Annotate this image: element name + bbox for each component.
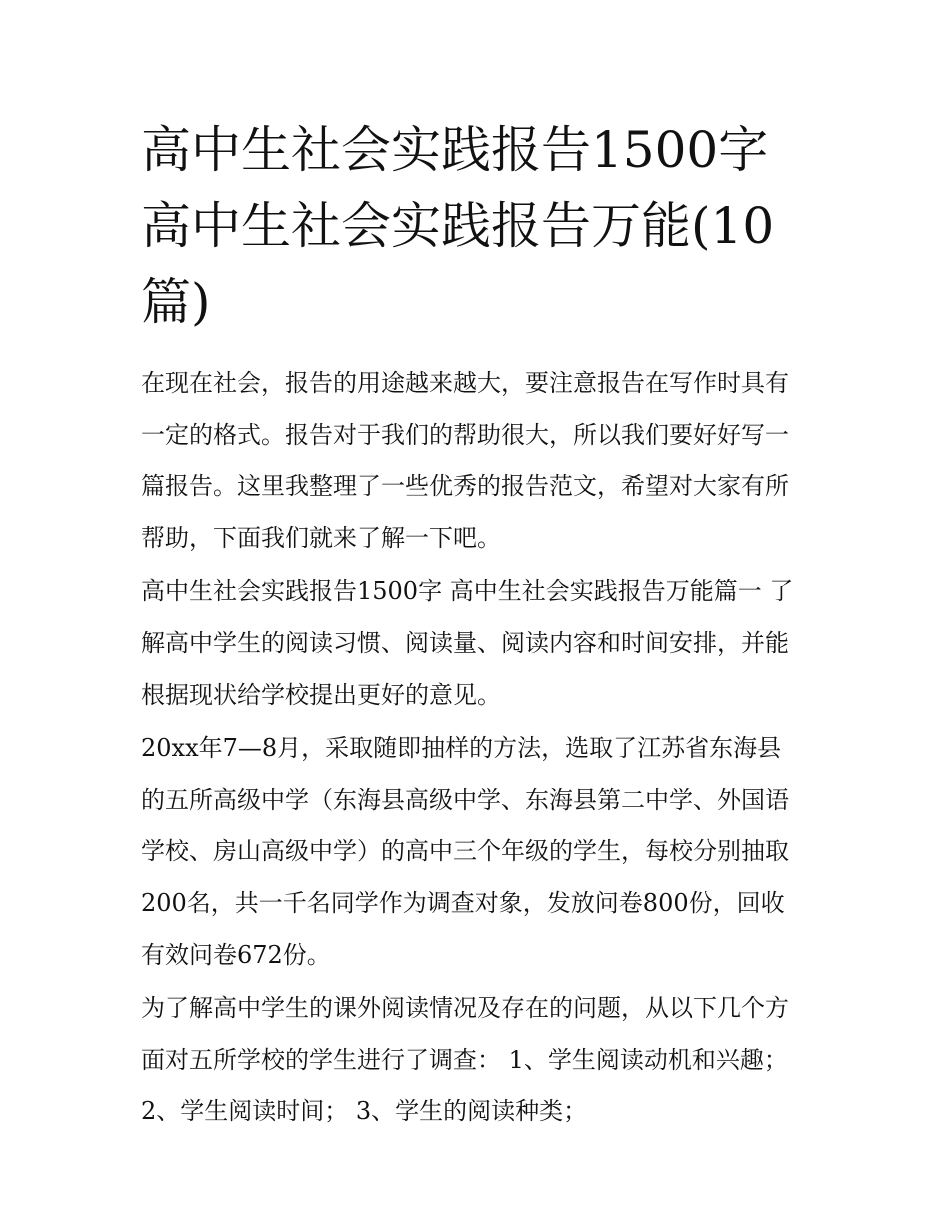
text-line: 解高中学生的阅读习惯、阅读量、阅读内容和时间安排，并能: [141, 628, 789, 657]
text-line: 20xx年7—8月，采取随即抽样的方法，选取了江苏省东海县: [141, 734, 782, 763]
text-line: 学校、房山高级中学）的高中三个年级的学生，每校分别抽取: [141, 837, 789, 866]
text-line: 面对五所学校的学生进行了调查： 1、学生阅读动机和兴趣；: [141, 1045, 788, 1074]
text-line: 的五所高级中学（东海县高级中学、东海县第二中学、外国语: [141, 785, 789, 814]
text-line: 在现在社会，报告的用途越来越大，要注意报告在写作时具有: [141, 369, 789, 397]
text-line: 高中生社会实践报告1500字 高中生社会实践报告万能篇一 了: [141, 577, 794, 606]
text-line: 2、学生阅读时间； 3、学生的阅读种类；: [141, 1097, 588, 1126]
text-line: 根据现状给学校提出更好的意见。: [141, 680, 501, 709]
text-line: 为了解高中学生的课外阅读情况及存在的问题，从以下几个方: [141, 994, 789, 1023]
content-paragraph: [141, 983, 821, 1138]
document-title: [141, 112, 821, 340]
title-line: 篇): [141, 273, 211, 331]
text-line: 篇报告。这里我整理了一些优秀的报告范文，希望对大家有所: [141, 472, 789, 501]
text-line: 帮助，下面我们就来了解一下吧。: [141, 523, 501, 552]
text-line: 有效问卷672份。: [141, 940, 331, 969]
text-line: 200名，共一千名同学作为调查对象，发放问卷800份，回收: [141, 888, 785, 917]
intro-paragraph: [141, 358, 821, 564]
method-paragraph: [141, 723, 821, 981]
purpose-paragraph: [141, 566, 821, 721]
text-line: 一定的格式。报告对于我们的帮助很大，所以我们要好好写一: [141, 420, 789, 449]
document-body: [141, 358, 821, 1140]
title-line: 高中生社会实践报告万能(10: [141, 197, 775, 255]
title-line: 高中生社会实践报告1500字: [141, 121, 769, 179]
